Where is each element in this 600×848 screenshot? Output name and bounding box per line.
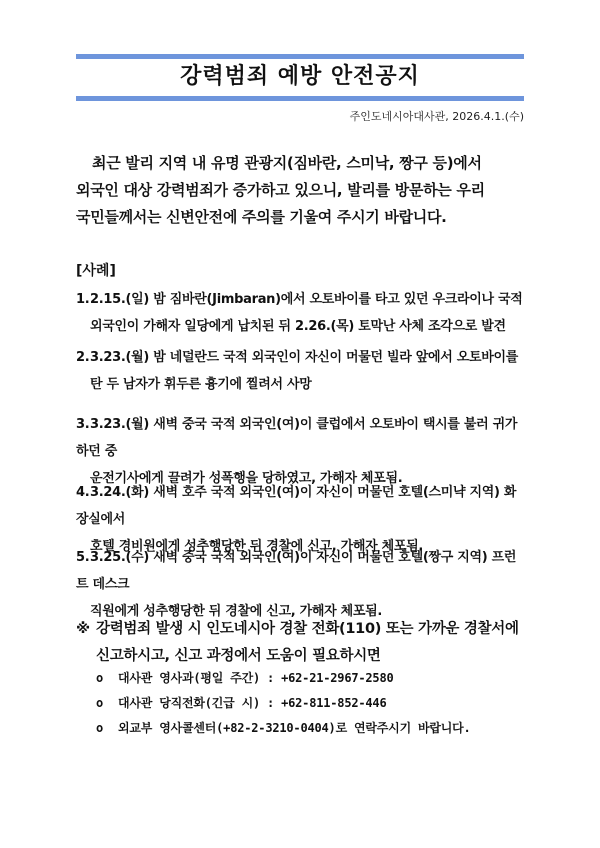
case-line-1: 3.23.(월) 새벽 중국 국적 외국인(여)이 클럽에서 오토바이 택시를 불러 귀가하던 중 (76, 417, 518, 459)
case-line-2: 운전기사에게 끌려가 성폭행을 당하였고, 가해자 체포됨. (90, 471, 403, 486)
contact-item-consular (96, 666, 471, 691)
case-line-2: 외국인이 가해자 일당에게 납치된 뒤 2.26.(목) 토막난 사체 조각으로 발견 (90, 319, 506, 334)
case-number: 4. (76, 485, 90, 500)
contact-text: 대사관 영사과(평일 주간) : +62-21-2967-2580 (118, 671, 394, 685)
case-line-1: 2.15.(일) 밤 짐바란(Jimbaran)에서 오토바이를 타고 있던 우크라이나 국적 (90, 292, 523, 307)
bullet-circle-icon: o (96, 696, 104, 710)
case-item-2 (76, 344, 526, 398)
bullet-circle-icon: o (96, 671, 104, 685)
case-line-1: 3.24.(화) 새벽 호주 국적 외국인(여)이 자신이 머물던 호텔(스미냑 지역) 화장실에서 (76, 485, 517, 527)
contact-list (96, 666, 471, 741)
notice-line-2: 신고하시고, 신고 과정에서 도움이 필요하시면 (96, 648, 381, 664)
case-item-5 (76, 544, 526, 625)
case-line-2: 직원에게 성추행당한 뒤 경찰에 신고, 가해자 체포됨. (90, 604, 383, 619)
emergency-notice (76, 616, 531, 670)
notice-line-1: 강력범죄 발생 시 인도네시아 경찰 전화(110) 또는 가까운 경찰서에 (96, 621, 519, 637)
case-line-2: 탄 두 남자가 휘두른 흉기에 찔려서 사망 (90, 377, 312, 392)
case-item-1 (76, 286, 526, 340)
case-line-1: 3.25.(수) 새벽 중국 국적 외국인(여)이 자신이 머물던 호텔(짱구 지역) 프런트 데스크 (76, 550, 517, 592)
case-line-1: 3.23.(월) 밤 네덜란드 국적 외국인이 자신이 머물던 빌라 앞에서 오토바이를 (90, 350, 519, 365)
case-number: 2. (76, 350, 90, 365)
case-number: 3. (76, 417, 90, 432)
title-top-rule (76, 54, 524, 59)
contact-item-duty-phone (96, 691, 471, 716)
contact-item-call-center (96, 716, 471, 741)
contact-text: 외교부 영사콜센터(+82-2-3210-0404)로 연락주시기 바랍니다. (118, 721, 471, 735)
reference-mark-icon: ※ (76, 621, 90, 637)
title-bottom-rule (76, 96, 524, 101)
bullet-circle-icon: o (96, 721, 104, 735)
intro-paragraph: 최근 발리 지역 내 유명 관광지(짐바란, 스미낙, 짱구 등)에서 외국인 대상 강력범죄가 증가하고 있으니, 발리를 방문하는 우리 국민들께서는 신변안전에 주의를 기울여 주시기 바랍니다. (76, 154, 485, 226)
issuer-date: 주인도네시아대사관, 2026.4.1.(수) (349, 110, 524, 123)
page-title: 강력범죄 예방 안전공지 (180, 64, 420, 89)
contact-text: 대사관 당직전화(긴급 시) : +62-811-852-446 (118, 696, 387, 710)
cases-heading: [사례] (76, 263, 116, 279)
case-number: 1. (76, 292, 90, 307)
case-number: 5. (76, 550, 90, 565)
case-line-2: 호텔 경비원에게 성추행당한 뒤 경찰에 신고, 가해자 체포됨. (90, 539, 424, 554)
